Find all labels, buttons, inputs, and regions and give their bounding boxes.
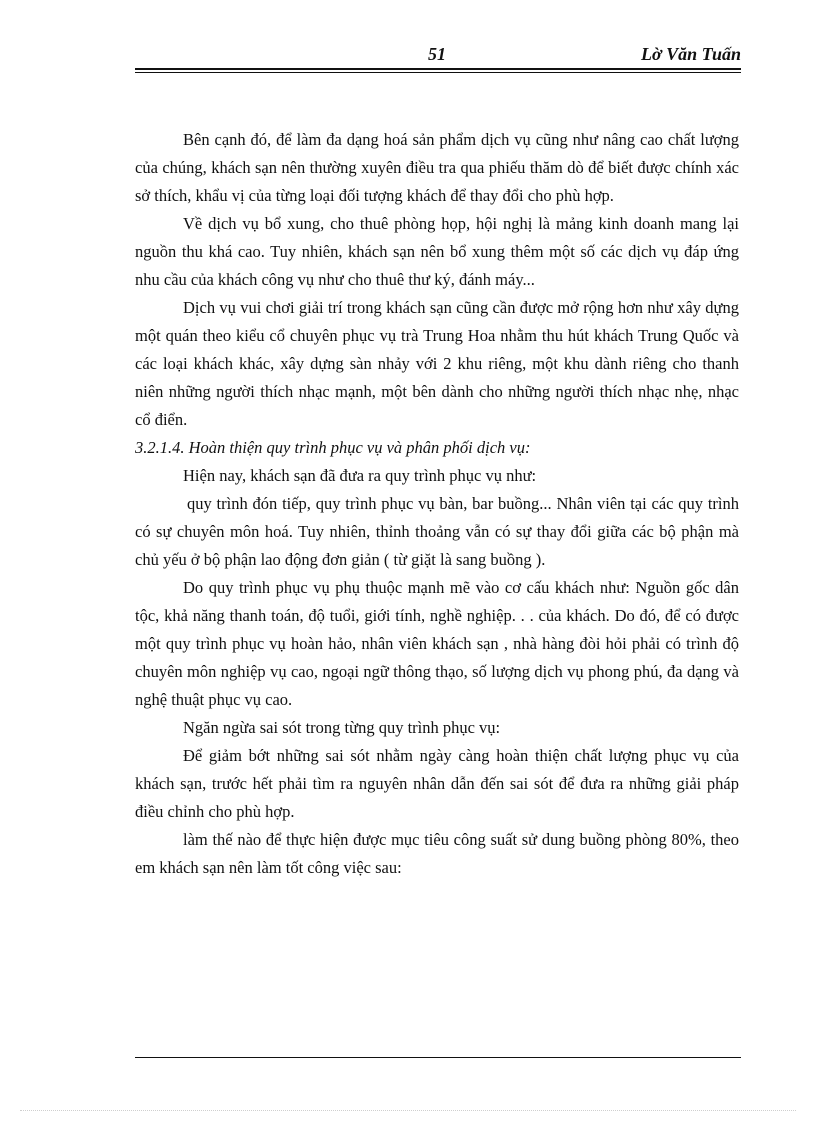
- paragraph: làm thế nào để thực hiện được mục tiêu công suất sử dung buồng phòng 80%, theo em khách sạn nên làm tốt công việc sau:: [135, 830, 739, 877]
- paragraph: quy trình đón tiếp, quy trình phục vụ bàn, bar buồng... Nhân viên tại các quy trình có sự chuyên môn hoá. Tuy nhiên, thỉnh thoảng vẫn có sự thay đổi giữa các bộ phận mà chủ yếu ở bộ phận lao động đơn giản ( từ giặt là sang buồng ).: [135, 494, 739, 569]
- header-rule: [135, 68, 741, 73]
- paragraph: Ngăn ngừa sai sót trong từng quy trình phục vụ:: [183, 718, 501, 737]
- author-name: Lờ Văn Tuấn: [640, 44, 741, 64]
- page-header: [135, 44, 741, 68]
- body-text: [135, 126, 739, 882]
- paragraph: Về dịch vụ bổ xung, cho thuê phòng họp, hội nghị là mảng kinh doanh mang lại nguồn thu khá cao. Tuy nhiên, khách sạn nên bổ xung thêm một số các dịch vụ đáp ứng nhu cầu của khách công vụ như cho thuê thư ký, đánh máy...: [135, 214, 739, 289]
- paragraph: Hiện nay, khách sạn đã đưa ra quy trình phục vụ như:: [183, 466, 537, 485]
- paragraph: Để giảm bớt những sai sót nhằm ngày càng hoàn thiện chất lượng phục vụ của khách sạn, trước hết phải tìm ra nguyên nhân dẫn đến sai sót để đưa ra những giải pháp điều chỉnh cho phù hợp.: [135, 746, 739, 821]
- paragraph: Dịch vụ vui chơi giải trí trong khách sạn cũng cần được mở rộng hơn như xây dựng một quán theo kiểu cổ chuyên phục vụ trà Trung Hoa nhằm thu hút khách Trung Quốc và các loại khách khác, xây dựng sàn nhảy với 2 khu riêng, một khu dành riêng cho thanh niên những người thích nhạc mạnh, một bên dành cho những người thích nhạc nhẹ, nhạc cổ điển.: [135, 298, 739, 429]
- footer-rule: [135, 1057, 741, 1058]
- page-edge-dots: [20, 1110, 796, 1111]
- page-number: 51: [428, 44, 446, 64]
- paragraph: Bên cạnh đó, để làm đa dạng hoá sản phẩm dịch vụ cũng như nâng cao chất lượng của chúng, khách sạn nên thường xuyên điều tra qua phiếu thăm dò để biết được chính xác sở thích, khẩu vị của từng loại đối tượng khách để thay đổi cho phù hợp.: [135, 130, 739, 205]
- section-heading: 3.2.1.4. Hoàn thiện quy trình phục vụ và phân phối dịch vụ:: [135, 438, 531, 457]
- paragraph: Do quy trình phục vụ phụ thuộc mạnh mẽ vào cơ cấu khách như: Nguồn gốc dân tộc, khả năng thanh toán, độ tuổi, giới tính, nghề nghiệp. . . của khách. Do đó, để có được một quy trình phục vụ hoàn hảo, nhân viên khách sạn , nhà hàng đòi hỏi phải có trình độ chuyên môn nghiệp vụ cao, ngoại ngữ thông thạo, số lượng dịch vụ phong phú, đa dạng và nghệ thuật phục vụ cao.: [135, 578, 739, 709]
